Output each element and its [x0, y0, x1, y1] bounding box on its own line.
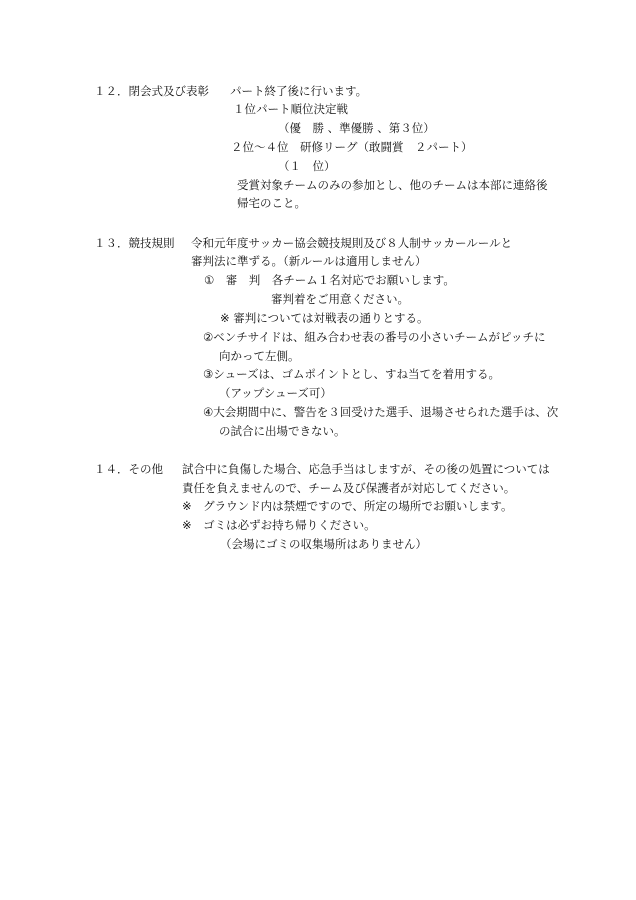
section-13-line: （アップシューズ可）	[219, 386, 332, 400]
section-14-heading: １４．その他	[94, 462, 163, 476]
section-14-line: 責任を負えませんので、チーム及び保護者が対応してください。	[182, 481, 516, 495]
section-14-line: （会場にゴミの収集場所はありません）	[220, 537, 427, 551]
section-12-intro: パート終了後に行います。	[230, 84, 368, 98]
section-13-line: の試合に出場できない。	[219, 424, 346, 438]
section-12-line: （優 勝 、準優勝 、第３位）	[278, 121, 435, 135]
section-13-line: 審判着をご用意ください。	[271, 292, 409, 306]
section-14-line: 試合中に負傷した場合、応急手当はしますが、その後の処置については	[182, 462, 550, 476]
section-13-line: ④大会期間中に、警告を３回受けた選手、退場させられた選手は、次	[203, 405, 559, 419]
section-14-line: ※ ゴミは必ずお持ち帰りください。	[182, 518, 376, 532]
section-13-line: ※ 審判については対戦表の通りとする。	[220, 311, 429, 325]
section-12-line: 受賞対象チームのみの参加とし、他のチームは本部に連絡後	[237, 178, 548, 192]
section-13-line: 審判法に準ずる。（新ルールは適用しません）	[191, 254, 427, 268]
section-13-line: ③シューズは、ゴムポイントとし、すね当てを着用する。	[203, 367, 501, 381]
section-13-line: ① 審 判 各チーム１名対応でお願いします。	[204, 273, 455, 287]
section-12-line: ２位～４位 研修リーグ（敢闘賞 ２パート）	[231, 140, 473, 154]
section-12-line: （１ 位）	[278, 159, 336, 173]
section-13-line: 向かって左側。	[219, 349, 300, 363]
section-13-line: 令和元年度サッカー協会競技規則及び８人制サッカールールと	[191, 236, 513, 250]
section-12-line: １位パート順位決定戦	[233, 102, 348, 116]
section-13-heading: １３．競技規則	[94, 236, 175, 250]
section-12-heading: １２．閉会式及び表彰	[94, 84, 209, 98]
section-14-line: ※ グラウンド内は禁煙ですので、所定の場所でお願いします。	[182, 499, 513, 513]
section-12-line: 帰宅のこと。	[237, 196, 306, 210]
section-13-line: ②ベンチサイドは、組み合わせ表の番号の小さいチームがピッチに	[203, 330, 546, 344]
